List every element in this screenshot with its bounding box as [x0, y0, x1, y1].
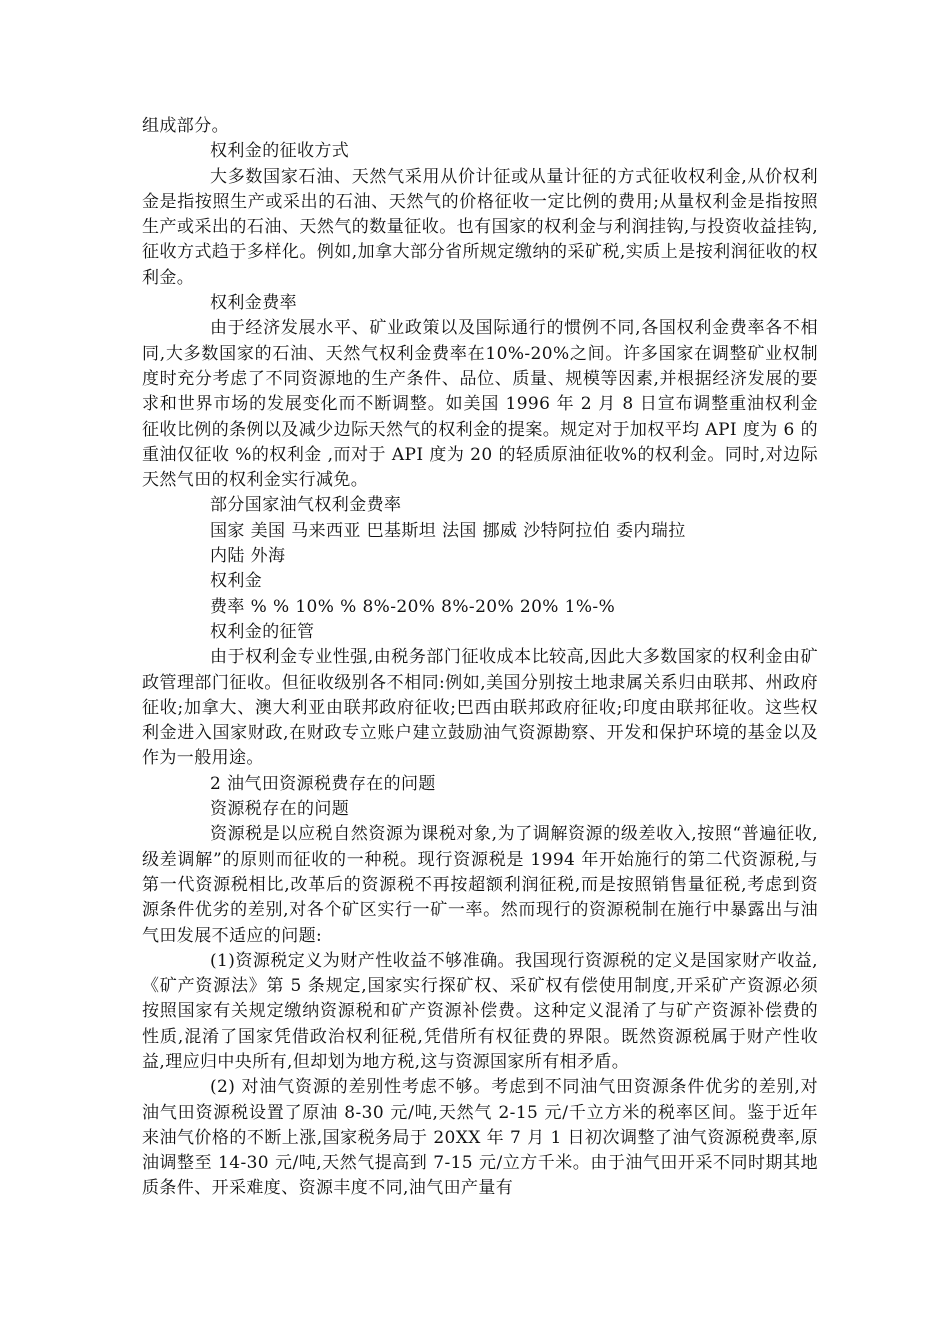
paragraph: (1)资源税定义为财产性收益不够准确。我国现行资源税的定义是国家财产收益,《矿产资源法》第 5 条规定,国家实行探矿权、采矿权有偿使用制度,开采矿产资源必须按照国家有关规定缴纳资源税和矿产资源补偿费。这种定义混淆了与矿产资源补偿费的性质,混淆了国家凭借政治权利征税,凭借所有权征费的界限。既然资源税属于财产性收益,理应归中央所有,但却划为地方税,这与资源国家所有相矛盾。 — [142, 950, 818, 1072]
section-heading: 权利金的征管 — [210, 621, 315, 642]
table-rate-row: 费率 % % 10% % 8%-20% 8%-20% 20% 1%-% — [210, 596, 616, 617]
table-row-label: 权利金 — [210, 571, 263, 592]
document-body — [142, 114, 818, 1202]
table-subheader-row: 内陆 外海 — [210, 546, 286, 567]
paragraph: 组成部分。 — [142, 116, 229, 136]
section-heading: 权利金的征收方式 — [210, 141, 350, 162]
paragraph: 由于经济发展水平、矿业政策以及国际通行的惯例不同,各国权利金费率各不相同,大多数国家的石油、天然气权利金费率在10%-20%之间。许多国家在调整矿业权制度时充分考虑了不同资源地的生产条件、品位、质量、规模等因素,并根据经济发展的要求和世界市场的发展变化而不断调整。如美国 1996 年 2 月 8 日宣布调整重油权利金征收比例的条例以及减少边际天然气的权利金的提案。规定对于加权平均 API 度为 6 的重油仅征收 %的权利金 ,而对于 API 度为 20 的轻质原油征收%的权利金。同时,对边际天然气田的权利金实行减免。 — [142, 318, 818, 491]
paragraph: 资源税是以应税自然资源为课税对象,为了调解资源的级差收入,按照“普遍征收,级差调解”的原则而征收的一种税。现行资源税是 1994 年开始施行的第二代资源税,与第一代资源税相比,改革后的资源税不再按超额利润征税,而是按照销售量征税,考虑到资源条件优劣的差别,对各个矿区实行一矿一率。然而现行的资源税制在施行中暴露出与油气田发展不适应的问题: — [142, 824, 818, 946]
paragraph: 由于权利金专业性强,由税务部门征收成本比较高,因此大多数国家的权利金由矿政管理部门征收。但征收级别各不相同:例如,美国分别按土地隶属关系归由联邦、州政府征收;加拿大、澳大利亚由联邦政府征收;巴西由联邦政府征收;印度由联邦征收。这些权利金进入国家财政,在财政专立账户建立鼓励油气资源勘察、开发和保护环境的基金以及作为一般用途。 — [142, 647, 818, 769]
section-heading: 2 油气田资源税费存在的问题 — [210, 773, 436, 794]
table-title: 部分国家油气权利金费率 — [210, 495, 402, 516]
section-heading: 资源税存在的问题 — [210, 799, 350, 820]
section-heading: 权利金费率 — [210, 293, 297, 314]
table-header-row: 国家 美国 马来西亚 巴基斯坦 法国 挪威 沙特阿拉伯 委内瑞拉 — [210, 520, 686, 541]
paragraph: (2) 对油气资源的差别性考虑不够。考虑到不同油气田资源条件优劣的差别,对油气田资源税设置了原油 8-30 元/吨,天然气 2-15 元/千立方米的税率区间。鉴于近年来油气价格的不断上涨,国家税务局于 20XX 年 7 月 1 日初次调整了油气资源税费率,原油调整至 14-30 元/吨,天然气提高到 7-15 元/立方千米。由于油气田开采不同时期其地质条件、开采难度、资源丰度不同,油气田产量有 — [142, 1077, 818, 1199]
paragraph: 大多数国家石油、天然气采用从价计征或从量计征的方式征收权利金,从价权利金是指按照生产或采出的石油、天然气的价格征收一定比例的费用;从量权利金是指按照生产或采出的石油、天然气的数量征收。也有国家的权利金与利润挂钩,与投资收益挂钩,征收方式趋于多样化。例如,加拿大部分省所规定缴纳的采矿税,实质上是按利润征收的权利金。 — [142, 166, 818, 288]
